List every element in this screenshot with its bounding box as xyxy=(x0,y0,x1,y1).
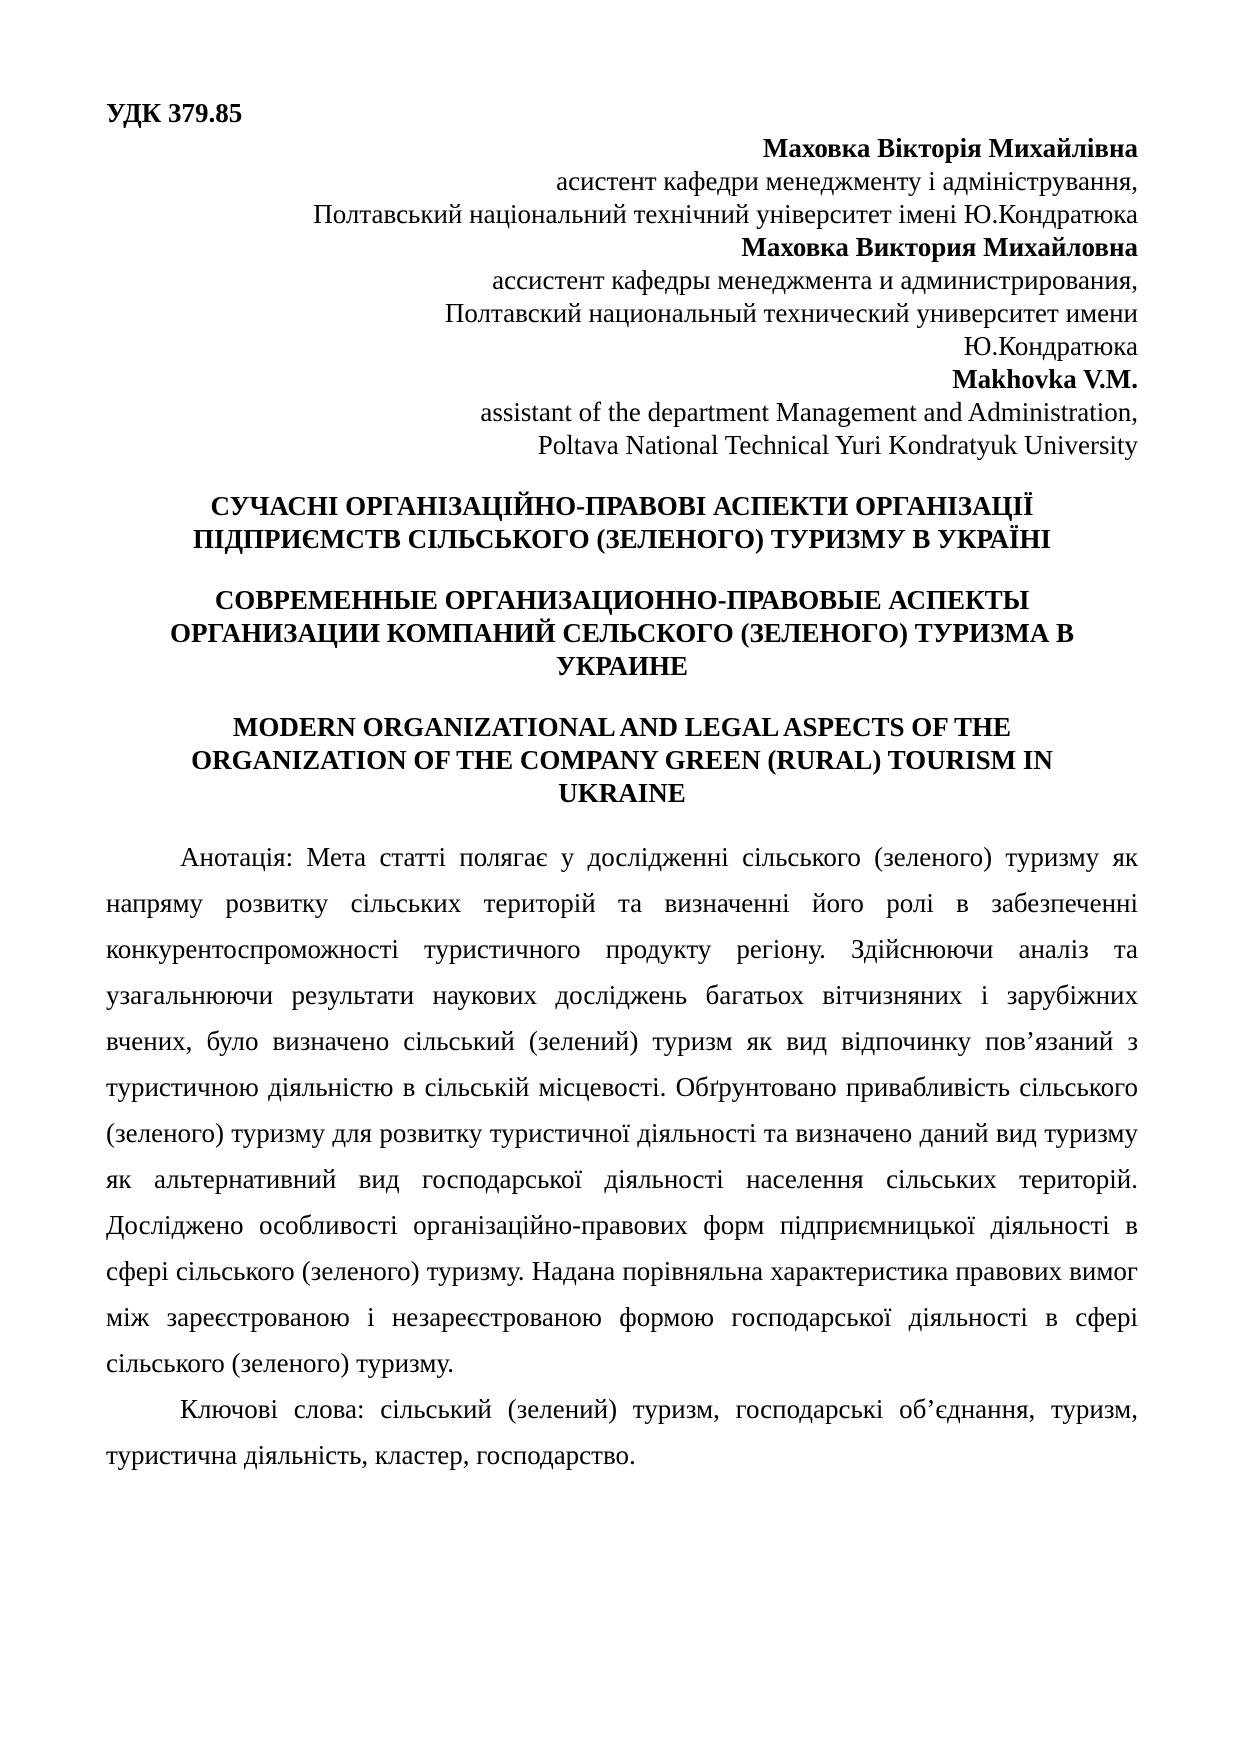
title-ukrainian xyxy=(106,490,1138,556)
author-position-ru: ассистент кафедры менеджмента и администрирования, xyxy=(492,265,1138,295)
title-ru-line-3: УКРАИНЕ xyxy=(556,651,688,681)
author-affiliation-ru-line-1: Полтавский национальный технический университет имени xyxy=(444,298,1138,328)
author-position-en: assistant of the department Management and Administration, xyxy=(480,397,1138,427)
author-affiliation-ru-line-2: Ю.Кондратюка xyxy=(963,331,1138,361)
title-en-line-1: MODERN ORGANIZATIONAL AND LEGAL ASPECTS OF THE xyxy=(232,712,1012,742)
title-ru-line-1: СОВРЕМЕННЫЕ ОРГАНИЗАЦИОННО-ПРАВОВЫЕ АСПЕКТЫ xyxy=(214,585,1030,615)
title-russian xyxy=(106,584,1138,683)
keywords-paragraph: Ключові слова: сільський (зелений) туризм, господарські об’єднання, туризм, туристична діяльність, кластер, господарство. xyxy=(106,1394,1138,1470)
author-affiliation-uk: Полтавський національний технічний університет імені Ю.Кондратюка xyxy=(313,199,1138,229)
udc-code: УДК 379.85 xyxy=(106,98,243,128)
title-ru-line-2: ОРГАНИЗАЦИИ КОМПАНИЙ СЕЛЬСКОГО (ЗЕЛЕНОГО) ТУРИЗМА В xyxy=(169,618,1075,648)
author-name-en: Makhovka V.M. xyxy=(952,364,1138,394)
author-block xyxy=(106,132,1138,462)
title-en-line-2: ORGANIZATION OF THE COMPANY GREEN (RURAL) TOURISM IN xyxy=(191,745,1053,775)
title-uk-line-2: ПІДПРИЄМСТВ СІЛЬСЬКОГО (ЗЕЛЕНОГО) ТУРИЗМУ В УКРАЇНІ xyxy=(192,524,1052,554)
author-name-uk: Маховка Вікторія Михайлівна xyxy=(762,133,1138,163)
abstract-paragraph: Анотація: Мета статті полягає у дослідженні сільського (зеленого) туризму як напряму розвитку сільських територій та визначенні його ролі в забезпеченні конкурентоспроможності туристичного продукту регіону. Здійснюючи аналіз та узагальнюючи результати наукових досліджень багатьох вітчизняних і зарубіжних вчених, було визначено сільський (зелений) туризм як вид відпочинку пов’язаний з туристичною діяльністю в сільській місцевості. Обґрунтовано привабливість сільського (зеленого) туризму для розвитку туристичної діяльності та визначено даний вид туризму як альтернативний вид господарської діяльності населення сільських територій. Досліджено особливості організаційно-правових форм підприємницької діяльності в сфері сільського (зеленого) туризму. Надана порівняльна характеристика правових вимог між зареєстрованою і незареєстрованою формою господарської діяльності в сфері сільського (зеленого) туризму. xyxy=(106,842,1138,1378)
title-en-line-3: UKRAINE xyxy=(558,778,686,808)
author-position-uk: асистент кафедри менеджменту і адміністрування, xyxy=(556,166,1138,196)
title-english xyxy=(106,711,1138,810)
title-uk-line-1: СУЧАСНІ ОРГАНІЗАЦІЙНО-ПРАВОВІ АСПЕКТИ ОРГАНІЗАЦІЇ xyxy=(210,491,1034,521)
author-affiliation-en: Poltava National Technical Yuri Kondratyuk University xyxy=(537,430,1138,460)
author-name-ru: Маховка Виктория Михайловна xyxy=(741,232,1138,262)
